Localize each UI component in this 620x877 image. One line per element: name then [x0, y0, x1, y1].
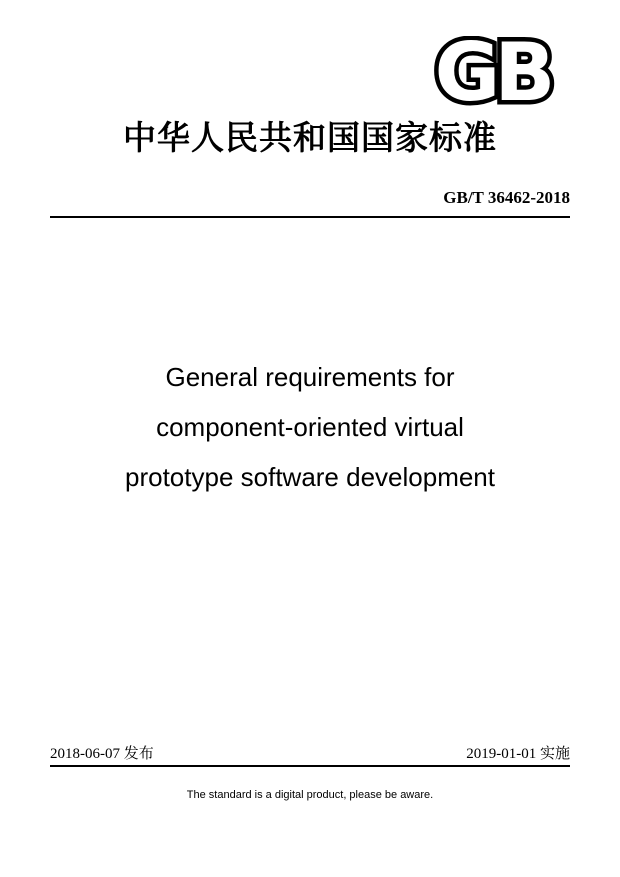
standard-number: GB/T 36462-2018: [443, 188, 570, 207]
title-line-1: General requirements for: [165, 362, 455, 392]
issue-date: 2018-06-07 发布: [50, 746, 154, 762]
gb-logo-icon: [427, 36, 557, 106]
implementation-date: 2019-01-01 实施: [466, 746, 570, 762]
title-line-3: prototype software development: [125, 462, 495, 492]
footer-divider: [50, 765, 570, 767]
document-title: [60, 352, 560, 502]
issuing-authority: 中华人民共和国国家标准: [123, 118, 497, 157]
header-divider: [50, 216, 570, 218]
title-line-2: component-oriented virtual: [156, 412, 464, 442]
digital-product-notice: The standard is a digital product, please be aware.: [186, 789, 434, 801]
svg-text:GB: GB: [434, 36, 550, 106]
